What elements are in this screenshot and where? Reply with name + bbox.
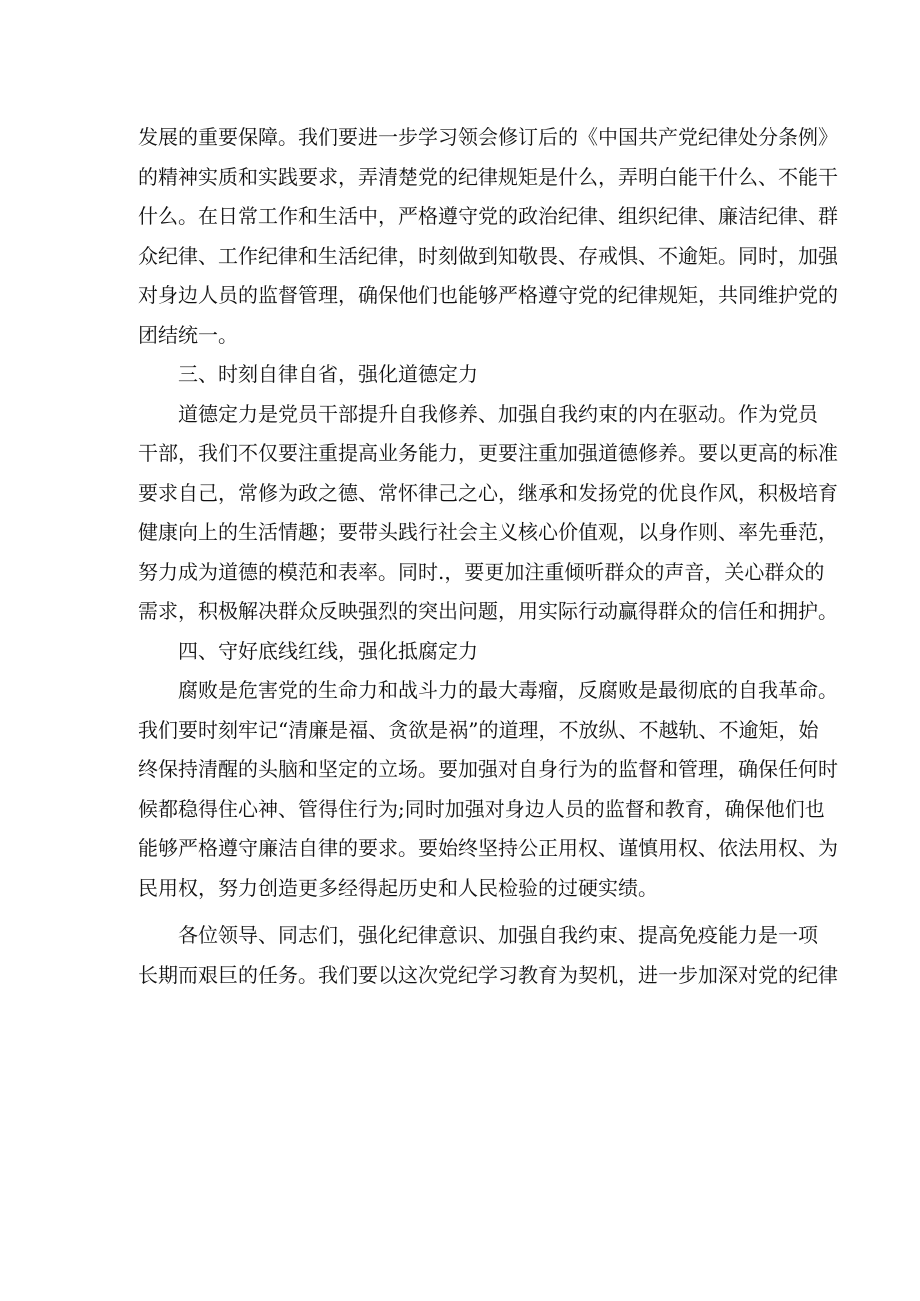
- text-line: 长期而艰巨的任务。我们要以这次党纪学习教育为契机，进一步加深对党的纪律: [138, 962, 838, 987]
- paragraph-anticorruption: [138, 671, 838, 908]
- section-heading-3: 三、时刻自律自省，强化道德定力: [178, 362, 478, 386]
- text-line: 对身边人员的监督管理，确保他们也能够严格遵守党的纪律规矩，共同维护党的: [138, 283, 838, 307]
- text-line: 各位领导、同志们，强化纪律意识、加强自我约束、提高免疫能力是一项: [178, 923, 818, 947]
- text-line: 什么。在日常工作和生活中，严格遵守党的政治纪律、组织纪律、廉洁纪律、群: [138, 204, 838, 228]
- text-line: 的精神实质和实践要求，弄清楚党的纪律规矩是什么，弄明白能干什么、不能干: [138, 164, 838, 189]
- text-line: 众纪律、工作纪律和生活纪律，时刻做到知敬畏、存戒惧、不逾矩。同时，加强: [138, 243, 838, 268]
- text-line: 努力成为道德的模范和表率。同时.，要更加注重倾听群众的声音，关心群众的: [138, 559, 825, 584]
- document-page: [138, 118, 838, 995]
- paragraph-discipline: [138, 118, 838, 355]
- text-line: 候都稳得住心神、管得住行为;同时加强对身边人员的监督和教育，确保他们也: [138, 796, 825, 821]
- text-line: 要求自己，常修为政之德、常怀律己之心，继承和发扬党的优良作风，积极培育: [138, 480, 838, 505]
- text-line: 团结统一。: [138, 322, 238, 347]
- section-heading-4: 四、守好底线红线，强化抵腐定力: [178, 638, 478, 663]
- text-line: 需求，积极解决群众反映强烈的突出问题，用实际行动赢得群众的信任和拥护。: [138, 599, 838, 623]
- text-line: 终保持清醒的头脑和坚定的立场。要加强对自身行为的监督和管理，确保任何时: [138, 757, 838, 781]
- paragraph-gap: [138, 908, 788, 916]
- text-line: 干部，我们不仅要注重提高业务能力，更要注重加强道德修养。要以更高的标准: [138, 441, 838, 465]
- paragraph-moral: [138, 395, 838, 632]
- paragraph-closing: [138, 916, 838, 995]
- text-line: 健康向上的生活情趣；要带头践行社会主义核心价值观，以身作则、率先垂范，: [138, 520, 838, 544]
- text-line: 发展的重要保障。我们要进一步学习领会修订后的《中国共产党纪律处分条例》: [138, 125, 838, 149]
- text-line: 道德定力是党员干部提升自我修养、加强自我约束的内在驱动。作为党员: [178, 401, 818, 426]
- text-line: 能够严格遵守廉洁自律的要求。要始终坚持公正用权、谨慎用权、依法用权、为: [138, 836, 838, 860]
- text-line: 我们要时刻牢记“清廉是福、贪欲是祸”的道理，不放纵、不越轨、不逾矩，始: [138, 717, 819, 742]
- text-line: 腐败是危害党的生命力和战斗力的最大毒瘤，反腐败是最彻底的自我革命。: [178, 678, 838, 702]
- text-line: 民用权，努力创造更多经得起历史和人民检验的过硬实绩。: [138, 875, 658, 900]
